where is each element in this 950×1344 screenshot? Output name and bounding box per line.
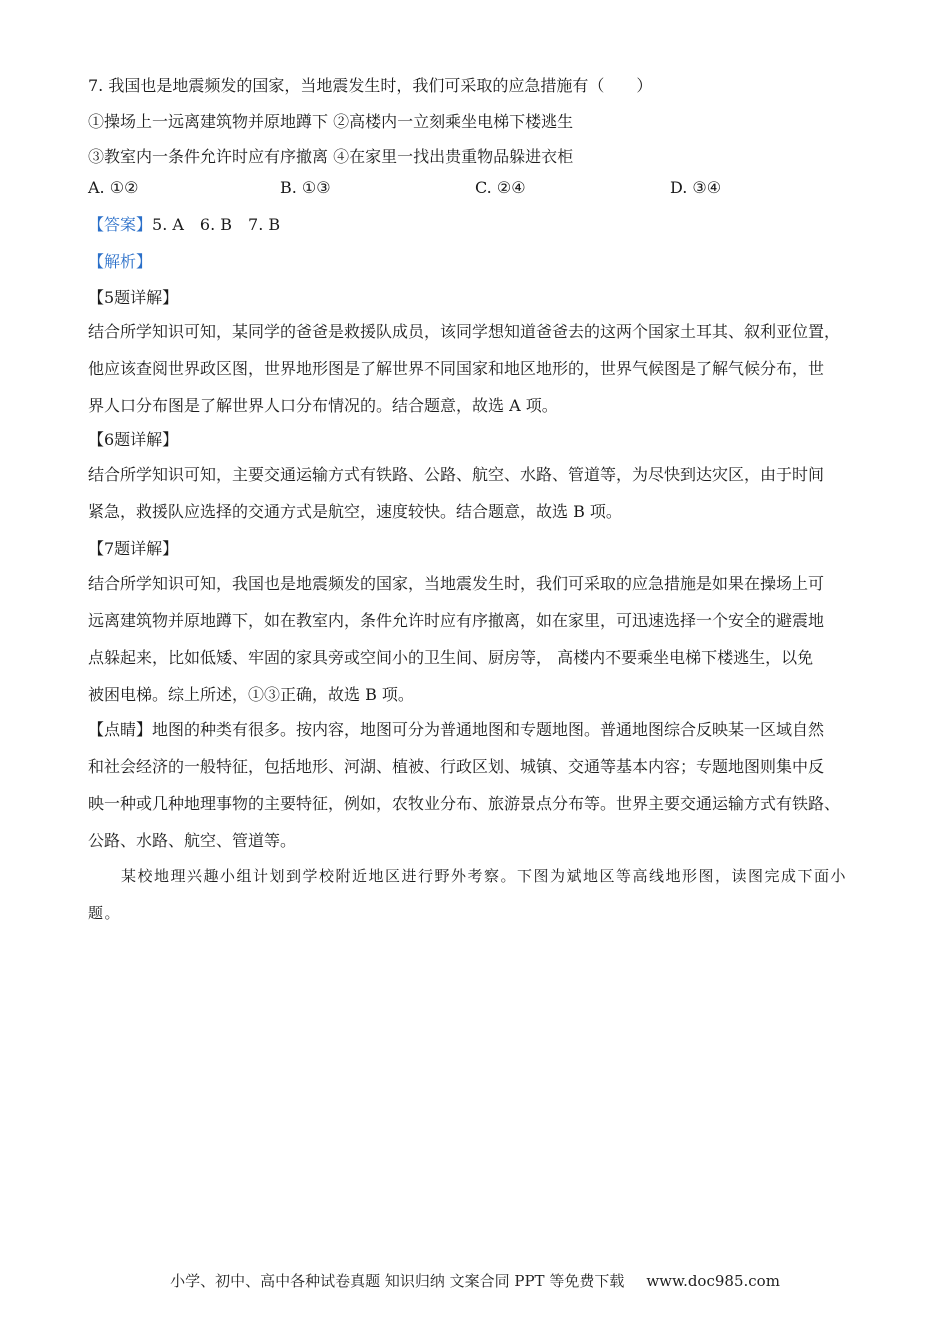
q6-line: 结合所学知识可知，主要交通运输方式有铁路、公路、航空、水路、管道等，为尽快到达灾区，由于时间 xyxy=(88,465,825,484)
question-7-stem: 7. 我国也是地震频发的国家，当地震发生时，我们可采取的应急措施有（ ） xyxy=(88,76,653,95)
q5-line: 界人口分布图是了解世界人口分布情况的。结合题意，故选 A 项。 xyxy=(88,396,558,415)
q5-detail-body xyxy=(88,313,868,424)
intro-line: 题。 xyxy=(88,904,122,922)
q7-line: 点躲起来，比如低矮、牢固的家具旁或空间小的卫生间、厨房等， 高楼内不要乘坐电梯下楼逃生，以免 xyxy=(88,648,814,667)
q7-line: 结合所学知识可知，我国也是地震频发的国家，当地震发生时，我们可采取的应急措施是如果在操场上可 xyxy=(88,574,825,593)
tips-line: 公路、水路、航空、管道等。 xyxy=(88,831,297,850)
intro-body xyxy=(88,858,868,932)
q5-line: 他应该查阅世界政区图，世界地形图是了解世界不同国家和地区地形的，世界气候图是了解气候分布，世 xyxy=(88,359,825,378)
option-a: A. ①② xyxy=(88,178,139,197)
tips-body xyxy=(88,711,868,859)
tips-line: 和社会经济的一般特征，包括地形、河湖、植被、行政区划、城镇、交通等基本内容；专题地图则集中反 xyxy=(88,757,825,776)
intro-line: 某校地理兴趣小组计划到学校附近地区进行野外考察。下图为斌地区等高线地形图，读图完成下面小 xyxy=(88,867,848,885)
analysis-heading xyxy=(88,252,152,272)
option-d: D. ③④ xyxy=(670,178,722,197)
q6-detail-body xyxy=(88,456,868,530)
footer-url: www.doc985.com xyxy=(646,1272,780,1290)
question-7-item-1: ①操场上一远离建筑物并原地蹲下 ②高楼内一立刻乘坐电梯下楼逃生 xyxy=(88,112,574,131)
option-c: C. ②④ xyxy=(475,178,526,197)
question-7-item-2: ③教室内一条件允许时应有序撤离 ④在家里一找出贵重物品躲进衣柜 xyxy=(88,147,574,166)
q7-line: 被困电梯。综上所述，①③正确，故选 B 项。 xyxy=(88,685,414,704)
footer-text: 小学、初中、高中各种试卷真题 知识归纳 文案合同 PPT 等免费下载 xyxy=(170,1272,625,1290)
q7-detail-body xyxy=(88,565,868,713)
q6-detail-heading: 【6题详解】 xyxy=(88,430,179,449)
q7-line: 远离建筑物并原地蹲下，如在教室内，条件允许时应有序撤离，如在家里，可迅速选择一个安全的避震地 xyxy=(88,611,825,630)
tips-line-1-text: 地图的种类有很多。按内容，地图可分为普通地图和专题地图。普通地图综合反映某一区域自然 xyxy=(152,720,825,739)
q5-detail-heading: 【5题详解】 xyxy=(88,288,179,307)
answer-line xyxy=(88,215,280,235)
q7-detail-heading: 【7题详解】 xyxy=(88,539,179,558)
tips-line-1 xyxy=(88,711,868,748)
tips-line: 映一种或几种地理事物的主要特征，例如，农牧业分布、旅游景点分布等。世界主要交通运输方式有铁路、 xyxy=(88,794,841,813)
page-footer xyxy=(0,1270,950,1291)
analysis-tag: 【解析】 xyxy=(88,252,153,271)
q5-line: 结合所学知识可知，某同学的爸爸是救援队成员，该同学想知道爸爸去的这两个国家土耳其、叙利亚位置， xyxy=(88,322,841,341)
answer-tag: 【答案】 xyxy=(88,215,153,234)
option-b: B. ①③ xyxy=(280,178,331,197)
answer-text: 5. A 6. B 7. B xyxy=(152,215,281,234)
answer-options xyxy=(88,178,868,200)
q6-line: 紧急，救援队应选择的交通方式是航空，速度较快。结合题意，故选 B 项。 xyxy=(88,502,622,521)
tips-tag: 【点睛】 xyxy=(88,720,153,739)
